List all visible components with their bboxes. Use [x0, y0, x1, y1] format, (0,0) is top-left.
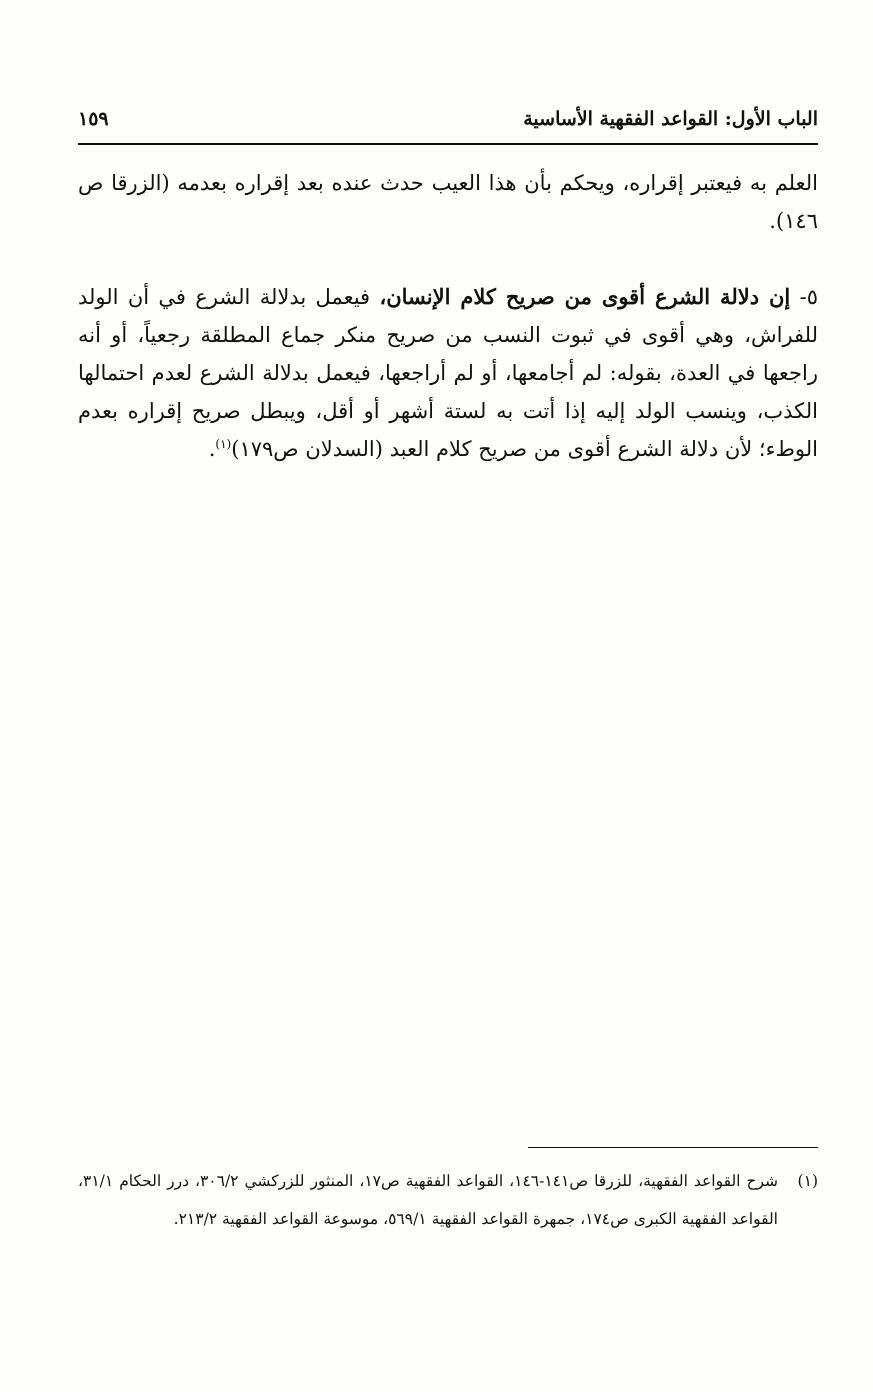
header-rule [78, 143, 818, 145]
main-text [78, 164, 818, 468]
footnotes [78, 1162, 818, 1238]
footnote-text: شرح القواعد الفقهية، للزرقا ص١٤١-١٤٦، القواعد الفقهية ص١٧، المنثور للزركشي ٣٠٦/٢، درر الحكام ٣١/١، القواعد الفقهية الكبرى ص١٧٤، جمهرة القواعد الفقهية ٥٦٩/١، موسوعة القواعد الفقهية ٢١٣/٢. [78, 1172, 779, 1228]
footnote-separator [528, 1147, 818, 1148]
footnote-marker: (١) [797, 1172, 818, 1190]
page-number: ١٥٩ [78, 108, 109, 130]
footnote [78, 1162, 818, 1238]
paragraph-rule-5 [78, 278, 818, 468]
rule-explanation: فيعمل بدلالة الشرع في أن الولد للفراش، وهي أقوى في ثبوت النسب من صريح منكر جماع المطلقة رجعياً، أو أنه راجعها في العدة، بقوله: لم أجامعها، أو لم أراجعها، فيعمل بدلالة الشرع لعدم احتمالها الكذب، وينسب الولد إليه إذا أتت به لستة أشهر أو أقل، ويبطل صريح إقراره بعدم الوطء؛ لأن دلالة الشرع أقوى من صريح كلام العبد (السدلان ص١٧٩) [78, 285, 818, 461]
rule-number: ٥- [790, 285, 818, 309]
rule-statement: إن دلالة الشرع أقوى من صريح كلام الإنسان، [379, 284, 791, 309]
running-title: الباب الأول: القواعد الفقهية الأساسية [523, 108, 818, 130]
footnote-reference[interactable]: (١) [215, 437, 232, 451]
paragraph-continued: العلم به فيعتبر إقراره، ويحكم بأن هذا العيب حدث عنده بعد إقراره بعدمه (الزرقا ص ١٤٦). [78, 171, 818, 233]
paragraph-end: . [208, 437, 216, 461]
page-header [78, 104, 818, 138]
